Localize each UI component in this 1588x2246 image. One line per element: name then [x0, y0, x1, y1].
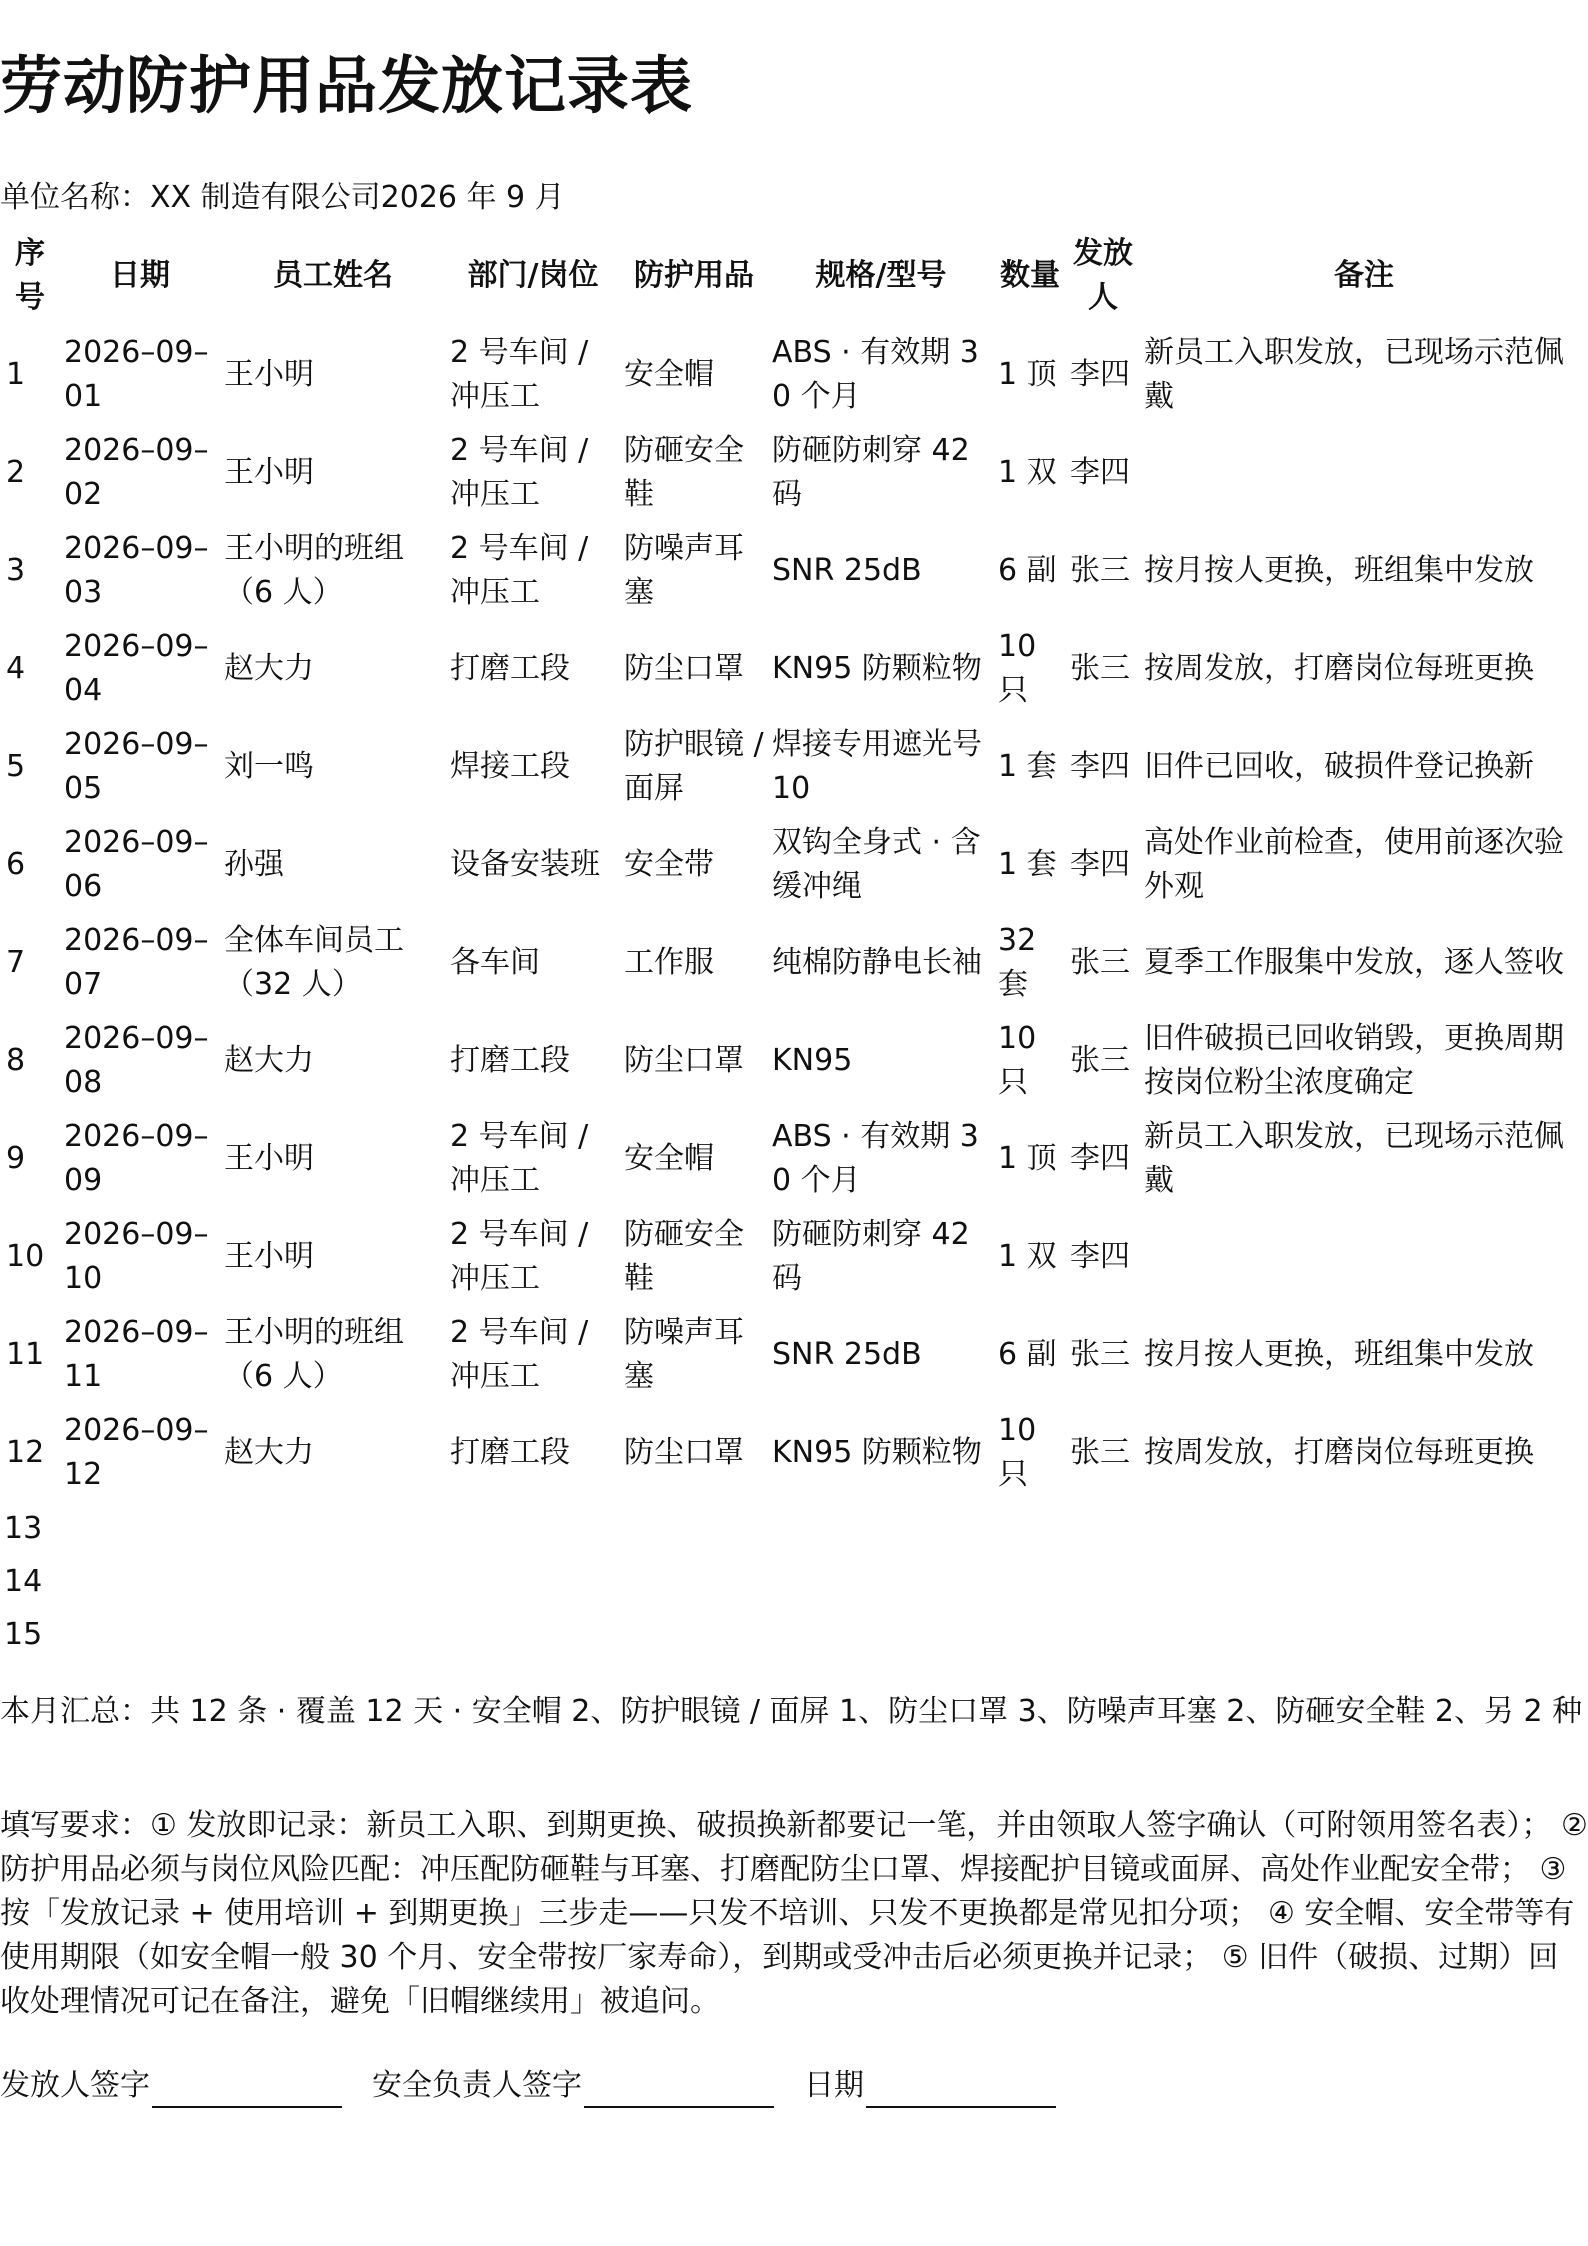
cell-seq: 14 [4, 1563, 43, 1599]
cell-spec: SNR 25dB [772, 553, 922, 588]
cell-seq: 15 [4, 1616, 43, 1652]
cell-dept: 2 号车间 / 冲压工 [450, 1119, 589, 1198]
cell-seq: 1 [6, 357, 26, 392]
issuer-signature-label: 发放人签字 [0, 2068, 150, 2103]
cell-seq: 11 [6, 1337, 45, 1372]
header-dept: 部门/岗位 [467, 258, 599, 293]
cell-note [1140, 1208, 1588, 1306]
cell-name: 赵大力 [224, 1435, 314, 1470]
cell-name: 全体车间员工（32 人） [224, 923, 404, 1002]
cell-note: 旧件已回收，破损件登记换新 [1144, 749, 1534, 784]
cell-qty: 1 顶 [998, 1141, 1057, 1176]
cell-note[interactable] [1140, 1502, 1588, 1555]
cell-name: 赵大力 [224, 651, 314, 686]
cell-dept: 打磨工段 [450, 1043, 570, 1078]
cell-spec: KN95 [772, 1043, 853, 1078]
cell-note: 按月按人更换，班组集中发放 [1144, 553, 1534, 588]
cell-dept: 2 号车间 / 冲压工 [450, 335, 589, 414]
cell-dept: 2 号车间 / 冲压工 [450, 531, 589, 610]
cell-seq: 3 [6, 553, 26, 588]
safety-signature-label: 安全负责人签字 [372, 2068, 582, 2103]
cell-dept[interactable] [446, 1555, 620, 1608]
cell-date[interactable] [60, 1502, 220, 1555]
table-row [0, 620, 1588, 718]
fill-requirements: 填写要求：① 发放即记录：新员工入职、到期更换、破损换新都要记一笔，并由领取人签字确认（可附领用签名表）； ② 防护用品必须与岗位风险匹配：冲压配防砸鞋与耳塞、打磨配防尘口罩、焊接配护目镜或面屏、高处作业配安全带； ③ 按「发放记录 + 使用培训 + 到期更换」三步走——只发不培训、只发不更换都是常见扣分项； ④ 安全帽、安全带等有使用期限（如安全帽一般 30 个月、安全带按厂家寿命），到期或受冲击后必须更换并记录； ⑤ 旧件（破损、过期）回收处理情况可记在备注，避免「旧帽继续用」被追问。 [0, 1808, 1588, 2019]
cell-date: 2026–09–01 [64, 335, 209, 414]
cell-item: 安全帽 [624, 1141, 714, 1176]
cell-spec: 纯棉防静电长袖 [772, 945, 982, 980]
cell-date[interactable] [60, 1608, 220, 1661]
cell-name[interactable] [220, 1608, 446, 1661]
cell-spec: SNR 25dB [772, 1337, 922, 1372]
cell-qty: 32 套 [998, 923, 1037, 1002]
cell-issuer: 张三 [1070, 945, 1130, 980]
cell-issuer[interactable] [1066, 1555, 1140, 1608]
header-seq: 序号 [15, 236, 45, 315]
cell-name: 孙强 [224, 847, 284, 882]
cell-spec: 焊接专用遮光号 10 [772, 727, 982, 806]
cell-name: 赵大力 [224, 1043, 314, 1078]
cell-issuer: 张三 [1070, 1337, 1130, 1372]
table-row [0, 326, 1588, 424]
cell-spec: 防砸防刺穿 42 码 [772, 1217, 970, 1296]
cell-dept: 2 号车间 / 冲压工 [450, 433, 589, 512]
safety-signature-blank[interactable] [584, 2072, 774, 2108]
cell-item[interactable] [620, 1502, 768, 1555]
signature-line [0, 2064, 1588, 2108]
cell-issuer: 李四 [1070, 1141, 1130, 1176]
cell-name: 王小明 [224, 1141, 314, 1176]
cell-date: 2026–09–02 [64, 433, 209, 512]
cell-dept: 各车间 [450, 945, 540, 980]
cell-date[interactable] [60, 1555, 220, 1608]
cell-note: 按周发放，打磨岗位每班更换 [1144, 651, 1534, 686]
cell-qty: 10 只 [998, 1413, 1037, 1492]
cell-dept[interactable] [446, 1502, 620, 1555]
cell-item: 防尘口罩 [624, 651, 744, 686]
cell-date: 2026–09–08 [64, 1021, 209, 1100]
cell-dept: 打磨工段 [450, 1435, 570, 1470]
cell-note[interactable] [1140, 1555, 1588, 1608]
cell-note: 旧件破损已回收销毁，更换周期按岗位粉尘浓度确定 [1144, 1021, 1564, 1100]
header-item: 防护用品 [634, 258, 754, 293]
cell-name[interactable] [220, 1555, 446, 1608]
cell-seq: 9 [6, 1141, 26, 1176]
cell-item: 防砸安全鞋 [624, 433, 744, 512]
cell-name: 王小明的班组（6 人） [224, 531, 404, 610]
cell-date: 2026–09–10 [64, 1217, 209, 1296]
cell-note: 新员工入职发放，已现场示范佩戴 [1144, 335, 1564, 414]
monthly-summary: 本月汇总：共 12 条 · 覆盖 12 天 · 安全帽 2、防护眼镜 / 面屏 1、防尘口罩 3、防噪声耳塞 2、防砸安全鞋 2、另 2 种 [0, 1694, 1583, 1729]
cell-name: 王小明 [224, 455, 314, 490]
table-row-empty [0, 1502, 1588, 1555]
cell-note: 新员工入职发放，已现场示范佩戴 [1144, 1119, 1564, 1198]
header-qty: 数量 [1000, 258, 1060, 293]
cell-name: 王小明的班组（6 人） [224, 1315, 404, 1394]
cell-spec: 防砸防刺穿 42 码 [772, 433, 970, 512]
cell-date: 2026–09–04 [64, 629, 209, 708]
cell-spec[interactable] [768, 1555, 994, 1608]
cell-note: 按周发放，打磨岗位每班更换 [1144, 1435, 1534, 1470]
cell-issuer: 张三 [1070, 651, 1130, 686]
cell-name: 刘一鸣 [224, 749, 314, 784]
cell-seq: 10 [6, 1239, 45, 1274]
cell-seq: 6 [6, 847, 26, 882]
table-row [0, 718, 1588, 816]
cell-qty[interactable] [994, 1555, 1066, 1608]
cell-qty: 10 只 [998, 629, 1037, 708]
cell-note: 高处作业前检查，使用前逐次验外观 [1144, 825, 1564, 904]
cell-issuer: 李四 [1070, 455, 1130, 490]
cell-qty: 6 副 [998, 553, 1057, 588]
table-row [0, 1110, 1588, 1208]
cell-qty: 1 双 [998, 455, 1057, 490]
cell-date: 2026–09–12 [64, 1413, 209, 1492]
table-row [0, 816, 1588, 914]
cell-qty: 1 套 [998, 847, 1057, 882]
cell-name: 王小明 [224, 357, 314, 392]
cell-seq: 5 [6, 749, 26, 784]
table-row [0, 424, 1588, 522]
cell-date: 2026–09–09 [64, 1119, 209, 1198]
cell-item: 防尘口罩 [624, 1435, 744, 1470]
cell-spec: ABS · 有效期 30 个月 [772, 335, 979, 414]
cell-dept: 焊接工段 [450, 749, 570, 784]
cell-item: 防噪声耳塞 [624, 1315, 744, 1394]
cell-qty: 1 双 [998, 1239, 1057, 1274]
cell-note: 夏季工作服集中发放，逐人签收 [1144, 945, 1564, 980]
cell-spec: KN95 防颗粒物 [772, 651, 982, 686]
cell-issuer: 李四 [1070, 1239, 1130, 1274]
cell-dept[interactable] [446, 1608, 620, 1661]
cell-note [1140, 424, 1588, 522]
cell-qty: 1 顶 [998, 357, 1057, 392]
header-issuer: 发放人 [1073, 236, 1133, 315]
cell-issuer[interactable] [1066, 1608, 1140, 1661]
cell-date: 2026–09–03 [64, 531, 209, 610]
org-line: 单位名称：XX 制造有限公司2026 年 9 月 [0, 180, 565, 215]
cell-seq: 4 [6, 651, 26, 686]
cell-item: 工作服 [624, 945, 714, 980]
cell-date: 2026–09–11 [64, 1315, 209, 1394]
record-table [0, 226, 1588, 1661]
document-title: 劳动防护用品发放记录表 [0, 49, 694, 122]
cell-qty: 6 副 [998, 1337, 1057, 1372]
table-body [0, 326, 1588, 1661]
cell-item[interactable] [620, 1608, 768, 1661]
cell-qty: 1 套 [998, 749, 1057, 784]
cell-qty: 10 只 [998, 1021, 1037, 1100]
table-header-row [0, 226, 1588, 326]
date-signature-field[interactable] [804, 2064, 1056, 2108]
cell-issuer: 李四 [1070, 749, 1130, 784]
cell-item: 防噪声耳塞 [624, 531, 744, 610]
header-name: 员工姓名 [273, 258, 393, 293]
cell-name: 王小明 [224, 1239, 314, 1274]
cell-seq: 8 [6, 1043, 26, 1078]
cell-note[interactable] [1140, 1608, 1588, 1661]
cell-issuer[interactable] [1066, 1502, 1140, 1555]
date-signature-label: 日期 [804, 2068, 864, 2103]
cell-dept: 设备安装班 [450, 847, 600, 882]
issuer-signature-blank[interactable] [152, 2072, 342, 2108]
table-row [0, 1306, 1588, 1404]
cell-spec[interactable] [768, 1502, 994, 1555]
cell-seq: 2 [6, 455, 26, 490]
cell-dept: 2 号车间 / 冲压工 [450, 1217, 589, 1296]
cell-spec: 双钩全身式 · 含缓冲绳 [772, 825, 981, 904]
cell-qty[interactable] [994, 1502, 1066, 1555]
cell-issuer: 张三 [1070, 1043, 1130, 1078]
cell-spec: KN95 防颗粒物 [772, 1435, 982, 1470]
cell-issuer: 张三 [1070, 1435, 1130, 1470]
cell-spec: ABS · 有效期 30 个月 [772, 1119, 979, 1198]
header-spec: 规格/型号 [815, 258, 947, 293]
cell-item: 安全帽 [624, 357, 714, 392]
cell-qty[interactable] [994, 1608, 1066, 1661]
cell-seq: 13 [4, 1510, 43, 1546]
cell-issuer: 张三 [1070, 553, 1130, 588]
cell-item: 防护眼镜 / 面屏 [624, 727, 764, 806]
cell-note: 按月按人更换，班组集中发放 [1144, 1337, 1534, 1372]
cell-date: 2026–09–07 [64, 923, 209, 1002]
header-date: 日期 [110, 258, 170, 293]
table-row [0, 1208, 1588, 1306]
cell-dept: 2 号车间 / 冲压工 [450, 1315, 589, 1394]
cell-item[interactable] [620, 1555, 768, 1608]
table-row [0, 914, 1588, 1012]
table-row [0, 522, 1588, 620]
cell-name[interactable] [220, 1502, 446, 1555]
cell-date: 2026–09–05 [64, 727, 209, 806]
cell-seq: 12 [6, 1435, 45, 1470]
cell-date: 2026–09–06 [64, 825, 209, 904]
table-row-empty [0, 1555, 1588, 1608]
cell-item: 安全带 [624, 847, 714, 882]
cell-item: 防尘口罩 [624, 1043, 744, 1078]
cell-issuer: 李四 [1070, 847, 1130, 882]
cell-spec[interactable] [768, 1608, 994, 1661]
table-row [0, 1012, 1588, 1110]
header-note: 备注 [1334, 258, 1394, 293]
cell-seq: 7 [6, 945, 26, 980]
cell-item: 防砸安全鞋 [624, 1217, 744, 1296]
safety-signature-field[interactable] [372, 2064, 774, 2108]
cell-issuer: 李四 [1070, 357, 1130, 392]
table-row [0, 1404, 1588, 1502]
table-row-empty [0, 1608, 1588, 1661]
cell-dept: 打磨工段 [450, 651, 570, 686]
date-signature-blank[interactable] [866, 2072, 1056, 2108]
issuer-signature-field[interactable] [0, 2064, 342, 2108]
